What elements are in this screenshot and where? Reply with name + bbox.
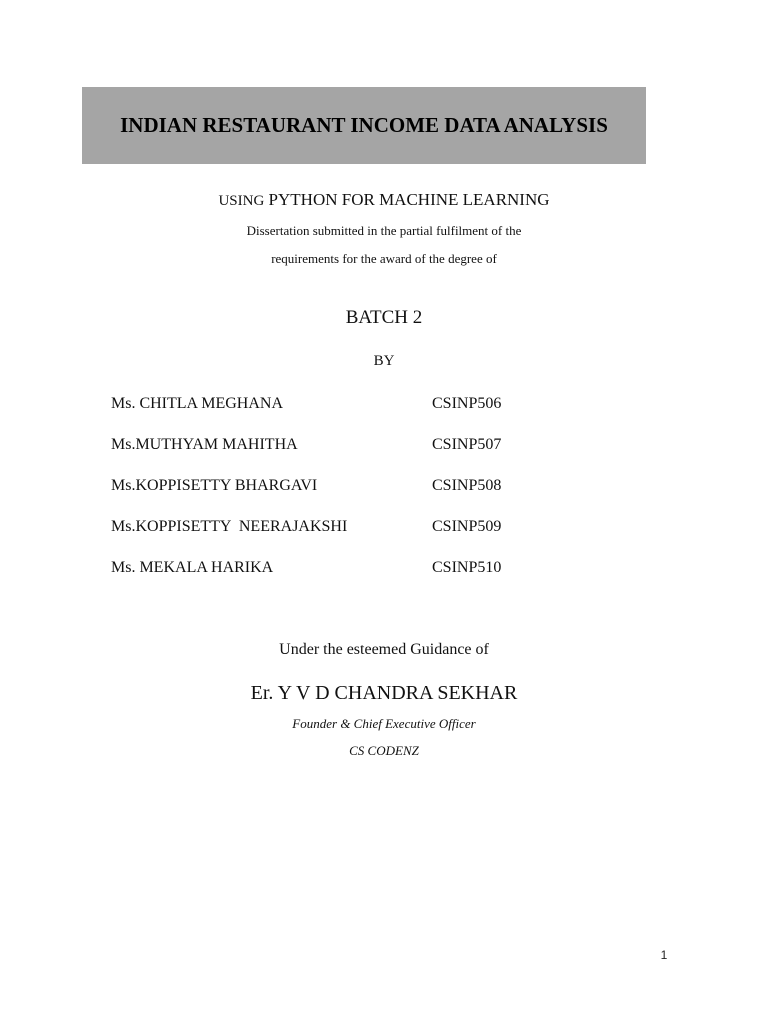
page-number: 1	[660, 948, 668, 962]
student-name: Ms.KOPPISETTY NEERAJAKSHI	[111, 518, 348, 535]
student-row	[111, 518, 631, 540]
guidance-intro: Under the esteemed Guidance of	[279, 641, 489, 658]
subtitle	[0, 190, 768, 210]
student-id: CSINP506	[432, 395, 502, 412]
batch-label: BATCH 2	[345, 307, 423, 328]
student-name: Ms. MEKALA HARIKA	[111, 559, 274, 576]
student-name: Ms.KOPPISETTY BHARGAVI	[111, 477, 318, 494]
student-row	[111, 477, 631, 499]
guide-role: Founder & Chief Executive Officer	[292, 716, 476, 731]
subtitle-rest: PYTHON FOR MACHINE LEARNING	[268, 190, 550, 209]
student-id: CSINP507	[432, 436, 502, 453]
student-id: CSINP508	[432, 477, 502, 494]
subtitle-lead: USING	[218, 193, 265, 209]
dissertation-line-2: requirements for the award of the degree of	[271, 251, 497, 266]
student-name: Ms. CHITLA MEGHANA	[111, 395, 283, 412]
student-row	[111, 436, 631, 458]
student-id: CSINP509	[432, 518, 502, 535]
document-title: INDIAN RESTAURANT INCOME DATA ANALYSIS	[120, 113, 608, 137]
student-id: CSINP510	[432, 559, 502, 576]
by-label: BY	[373, 353, 395, 369]
guide-name: Er. Y V D CHANDRA SEKHAR	[250, 682, 518, 704]
student-row	[111, 559, 631, 581]
student-row	[111, 395, 631, 417]
title-banner	[82, 87, 646, 164]
dissertation-line-1: Dissertation submitted in the partial fulfilment of the	[246, 223, 522, 238]
student-name: Ms.MUTHYAM MAHITHA	[111, 436, 298, 453]
guide-organization: CS CODENZ	[349, 743, 419, 758]
